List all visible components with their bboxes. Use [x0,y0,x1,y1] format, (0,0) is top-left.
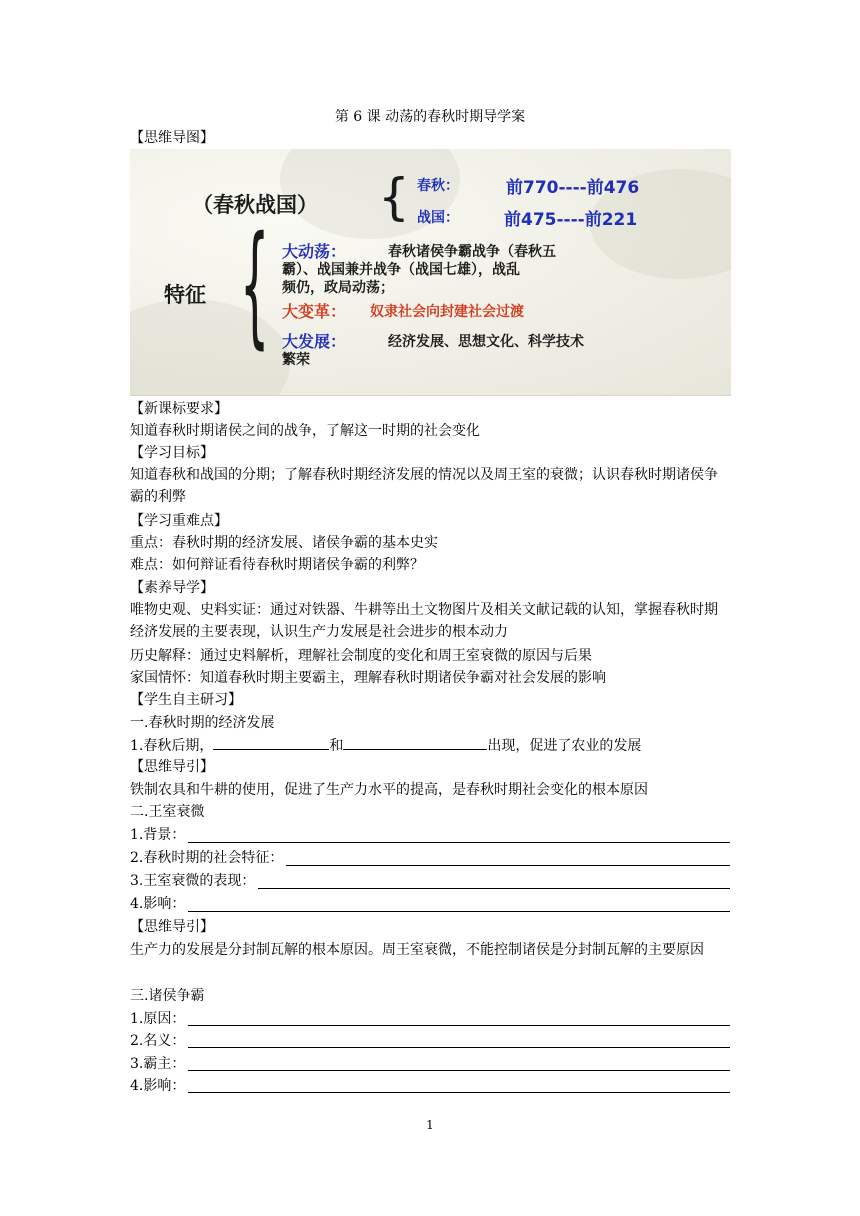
literacy-text-2: 历史解释：通过史料解析，理解社会制度的变化和周王室衰微的原因与后果 [130,648,592,664]
answer-line[interactable] [188,1025,730,1026]
mindmap-chunqiu-range: 前770----前476 [506,178,640,198]
part-1-heading: 一.春秋时期的经济发展 [130,715,275,731]
question-text: 1.春秋后期， [130,738,214,754]
page-title: 第 6 课 动荡的春秋时期导学案 [334,109,526,125]
mindmap-reform-text: 奴隶社会向封建社会过渡 [370,304,524,320]
part-1-question-1 [130,734,641,757]
question-text: 和 [329,738,344,754]
difficult-point-text: 难点：如何辩证看待春秋时期诸侯争霸的利弊？ [130,557,424,573]
part-2-question-3: 3.王室衰微的表现： [130,873,256,889]
literacy-text-3: 家国情怀：知道春秋时期主要霸主，理解春秋时期诸侯争霸对社会发展的影响 [130,670,606,686]
part-2-heading: 二.王室衰微 [130,804,205,820]
answer-blank[interactable] [213,734,329,750]
guide-text: 生产力的发展是分封制瓦解的根本原因。周王室衰微，不能控制诸侯是分封制瓦解的主要原因 [130,942,704,958]
answer-line[interactable] [258,888,730,889]
mindmap-feature-label: 特征 [164,283,206,307]
mindmap-brace-features: { [240,208,270,362]
mindmap-zhanguo-label: 战国： [417,210,459,226]
mindmap-turmoil-text-2: 霸）、战国兼并战争（战国七雄），战乱 [282,262,520,278]
part-2-question-4: 4.影响： [130,896,186,912]
mindmap-develop-text-1: 经济发展、思想文化、科学技术 [388,334,584,350]
mindmap-develop-label: 大发展： [282,332,347,351]
part-3-question-1: 1.原因： [130,1011,186,1027]
part-3-question-3: 3.霸主： [130,1056,186,1072]
key-point-text: 重点：春秋时期的经济发展、诸侯争霸的基本史实 [130,535,438,551]
section-literacy-heading: 【素养导学】 [130,580,214,596]
section-mindmap-heading: 【思维导图】 [130,130,214,146]
part-3-question-2: 2.名义： [130,1033,186,1049]
section-guide-heading: 【思维导引】 [130,759,214,775]
answer-line[interactable] [188,842,730,843]
answer-line[interactable] [188,1047,730,1048]
mindmap-turmoil-label: 大动荡： [282,242,347,261]
section-goal-heading: 【学习目标】 [130,445,214,461]
section-self-study-heading: 【学生自主研习】 [130,692,242,708]
mindmap-zhanguo-range: 前475----前221 [504,210,638,230]
mindmap-turmoil-text-3: 频仍，政局动荡； [282,280,394,296]
part-2-question-2: 2.春秋时期的社会特征： [130,850,284,866]
page-number: 1 [426,1118,434,1132]
mindmap-center-label: （春秋战国） [192,193,318,217]
part-2-question-1: 1.背景： [130,827,186,843]
part-3-question-4: 4.影响： [130,1078,186,1094]
answer-line[interactable] [286,865,730,866]
standard-text: 知道春秋时期诸侯之间的战争，了解这一时期的社会变化 [130,423,480,439]
mindmap-develop-text-2: 繁荣 [282,352,310,368]
section-standard-heading: 【新课标要求】 [130,401,228,417]
question-text: 出现，促进了农业的发展 [487,738,642,754]
mindmap-chunqiu-label: 春秋： [417,178,459,194]
goal-text: 知道春秋和战国的分期；了解春秋时期经济发展的情况以及周王室的衰微；认识春秋时期诸侯争霸的利弊 [130,467,718,505]
section-guide-heading: 【思维导引】 [130,919,214,935]
answer-line[interactable] [188,1070,730,1071]
answer-blank[interactable] [343,734,487,750]
answer-line[interactable] [188,911,730,912]
literacy-text-1: 唯物史观、史料实证：通过对铁器、牛耕等出土文物图片及相关文献记载的认知，掌握春秋时期经济发展的主要表现，认识生产力发展是社会进步的根本动力 [130,602,718,640]
mindmap-figure [130,149,731,396]
mindmap-brace-top: { [378,168,410,226]
mindmap-turmoil-text-1: 春秋诸侯争霸战争（春秋五 [388,244,556,260]
section-key-heading: 【学习重难点】 [130,513,228,529]
mindmap-reform-label: 大变革： [282,302,347,321]
guide-text: 铁制农具和牛耕的使用，促进了生产力水平的提高，是春秋时期社会变化的根本原因 [130,782,648,798]
part-3-heading: 三.诸侯争霸 [130,988,205,1004]
answer-line[interactable] [188,1092,730,1093]
